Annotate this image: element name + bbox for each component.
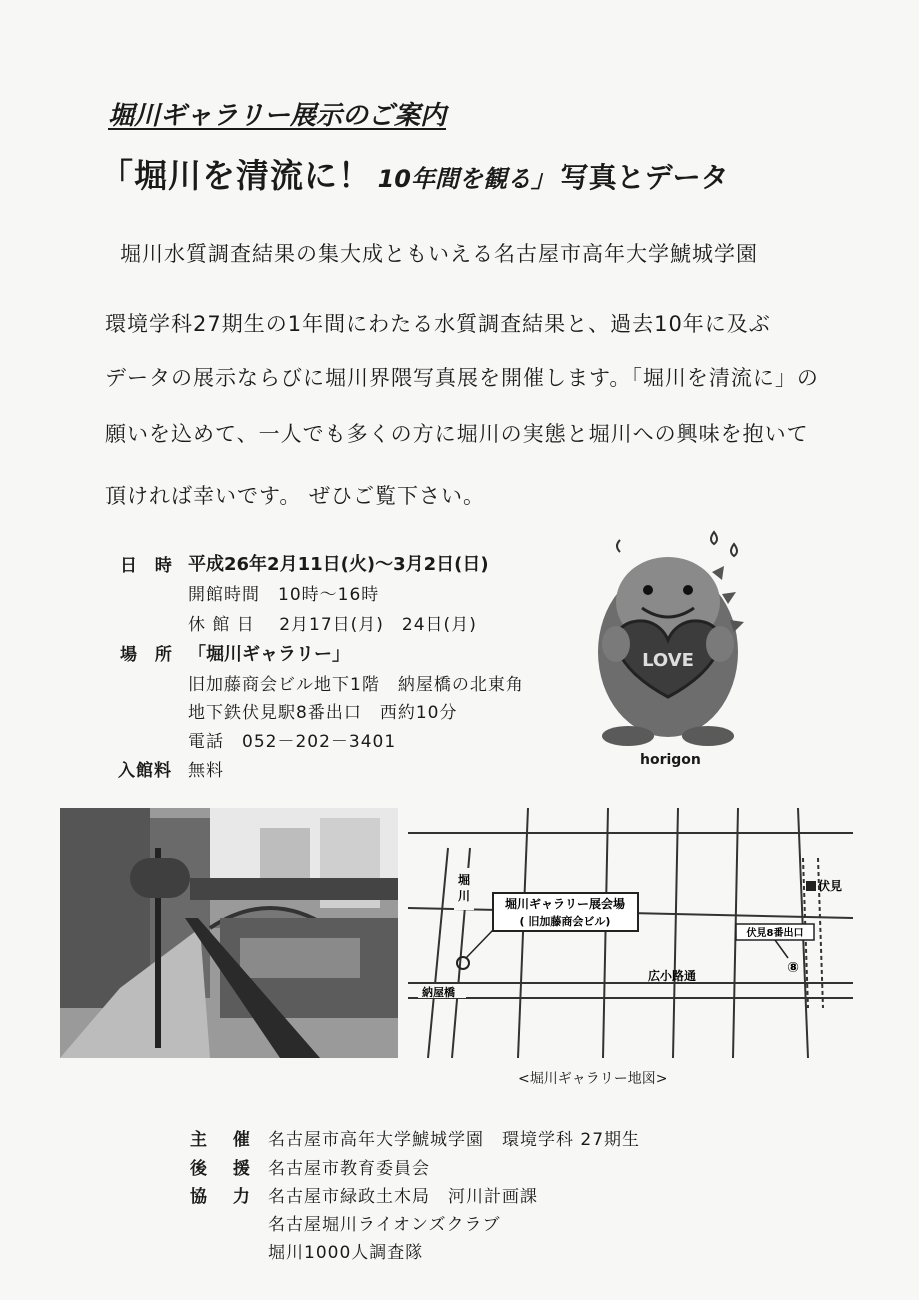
map-exit-number: ⑧ <box>787 960 799 976</box>
organizer-value: 名古屋市高年大学鯱城学園 環境学科 27期生 <box>268 1130 641 1150</box>
map-bridge-label: 納屋橋 <box>422 986 455 999</box>
address: 旧加藤商会ビル地下1階 納屋橋の北東角 <box>188 675 524 695</box>
mascot-caption: horigon <box>640 752 701 768</box>
document-title <box>100 150 729 197</box>
datetime-value: 平成26年2月11日(火)〜3月2日(日) <box>188 554 489 575</box>
map-street-label: 広小路通 <box>648 969 697 983</box>
support-value: 名古屋市教育委員会 <box>268 1159 430 1179</box>
paragraph-line-1: 堀川水質調査結果の集大成ともいえる名古屋市高年大学鯱城学園 <box>120 242 758 266</box>
map-caption: <堀川ギャラリー地図> <box>518 1071 668 1087</box>
map-station-label: 伏見 <box>818 879 843 893</box>
cooperation-value-1: 名古屋市緑政土木局 河川計画課 <box>268 1187 538 1207</box>
opening-hours: 開館時間 10時〜16時 <box>188 585 380 605</box>
map-river-label: 堀川 <box>457 873 471 903</box>
place-label: 場 所 <box>120 645 178 665</box>
document-heading: 堀川ギャラリー展示のご案内 <box>108 101 447 131</box>
admission-label: 入館料 <box>118 761 172 781</box>
gallery-map <box>408 808 853 1058</box>
organizer-label: 主 催 <box>190 1130 260 1150</box>
paragraph-line-3: データの展示ならびに堀川界隈写真展を開催します。「堀川を清流に」の <box>105 366 819 390</box>
admission-value: 無料 <box>188 761 224 781</box>
title-part-2: 10年間を観る」 <box>377 165 555 193</box>
cooperation-label: 協 力 <box>190 1187 260 1207</box>
cooperation-value-2: 名古屋堀川ライオンズクラブ <box>268 1215 501 1235</box>
paragraph-line-5: 頂ければ幸いです。 ぜひご覧下さい。 <box>105 484 485 508</box>
horigon-mascot-icon <box>582 522 754 752</box>
paragraph-line-4: 願いを込めて、一人でも多くの方に堀川の実態と堀川への興味を抱いて <box>105 422 809 446</box>
access: 地下鉄伏見駅8番出口 西約10分 <box>188 703 458 723</box>
map-venue-label-1: 堀川ギャラリー展会場 <box>504 897 626 911</box>
title-part-1: 「堀川を清流に！ <box>100 156 372 195</box>
station-icon <box>806 881 816 891</box>
title-part-3: 写真とデータ <box>560 161 729 194</box>
phone: 電話 052－202－3401 <box>188 732 397 752</box>
place-value: 「堀川ギャラリー」 <box>188 644 350 665</box>
horikawa-river-photo <box>60 808 398 1058</box>
closed-days: 休 館 日 2月17日(月) 24日(月) <box>188 615 477 635</box>
map-venue-label-2: ( 旧加藤商会ビル) <box>519 915 611 928</box>
map-exit-label: 伏見8番出口 <box>746 928 804 939</box>
cooperation-value-3: 堀川1000人調査隊 <box>268 1243 424 1263</box>
datetime-label: 日 時 <box>120 556 178 576</box>
heart-text: LOVE <box>642 650 694 671</box>
support-label: 後 援 <box>190 1159 260 1179</box>
paragraph-line-2: 環境学科27期生の1年間にわたる水質調査結果と、過去10年に及ぶ <box>105 312 771 336</box>
